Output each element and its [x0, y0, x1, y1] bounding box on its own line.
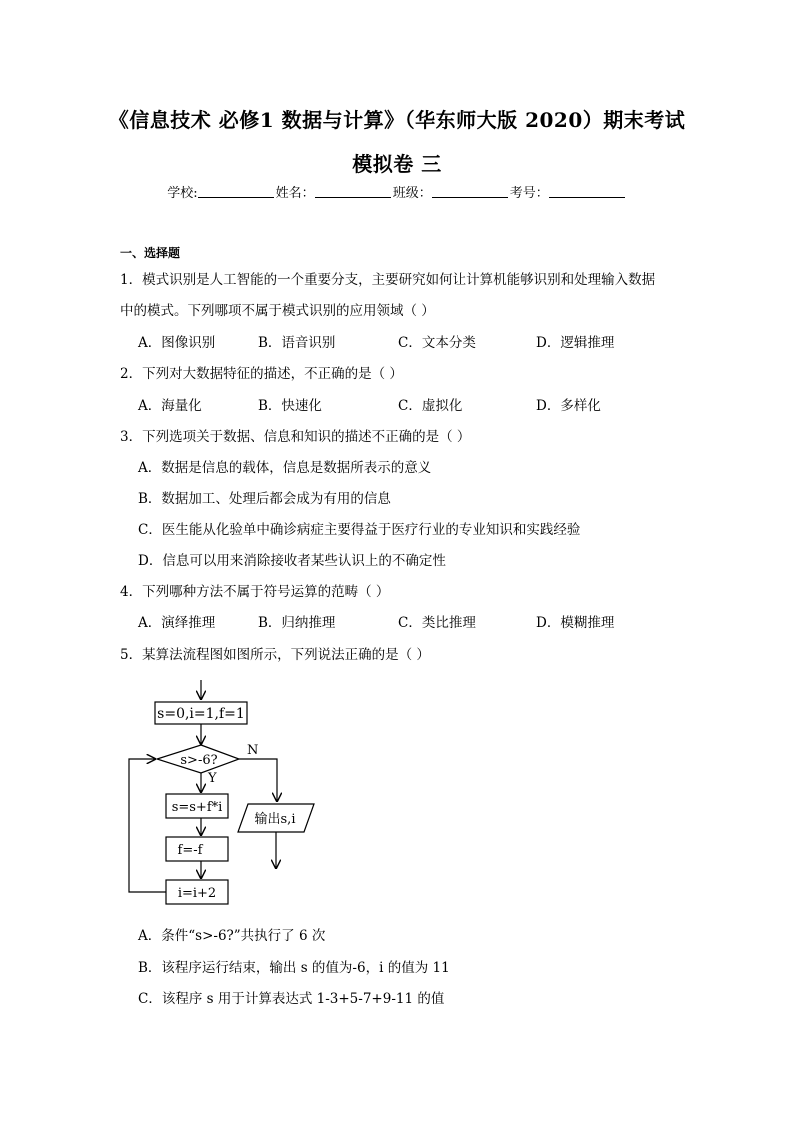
q2-stem: 2．下列对大数据特征的描述，不正确的是（ ） — [120, 366, 403, 382]
q1-option-c: C．文本分类 — [398, 335, 476, 351]
q3-option-b: B．数据加工、处理后都会成为有用的信息 — [138, 491, 391, 507]
q3-option-d: D．信息可以用来消除接收者某些认识上的不确定性 — [138, 553, 446, 569]
q4-option-d: D．模糊推理 — [536, 615, 615, 631]
q1-stem-line2: 中的模式。下列哪项不属于模式识别的应用领域（ ） — [120, 303, 435, 319]
q5-option-b: B．该程序运行结束，输出 s 的值为-6，i 的值为 11 — [138, 960, 450, 976]
q1-option-d: D．逻辑推理 — [536, 335, 615, 351]
loop-back-arrow — [129, 759, 166, 892]
q5-option-a: A．条件“s>-6?”共执行了 6 次 — [138, 928, 326, 944]
step1-text: s=s+f*i — [171, 800, 223, 815]
school-label: 学校: — [167, 186, 198, 201]
student-info-row — [0, 182, 794, 201]
section-heading: 一、选择题 — [120, 246, 181, 260]
output-text: 输出s,i — [254, 812, 296, 827]
exam-no-blank — [549, 185, 625, 198]
q5-stem: 5．某算法流程图如图所示，下列说法正确的是（ ） — [120, 647, 430, 663]
q4-option-a: A．演绎推理 — [138, 615, 216, 631]
q4-option-b: B．归纳推理 — [258, 615, 336, 631]
exam-title-line2: 模拟卷 三 — [352, 152, 442, 176]
q2-option-c: C．虚拟化 — [398, 398, 463, 414]
algorithm-flowchart — [120, 672, 360, 912]
yes-label: Y — [208, 771, 217, 786]
q3-option-a: A．数据是信息的载体，信息是数据所表示的意义 — [138, 460, 432, 476]
q2-option-b: B．快速化 — [258, 398, 322, 414]
q4-option-c: C．类比推理 — [398, 615, 476, 631]
no-label: N — [247, 743, 259, 758]
school-blank — [198, 185, 274, 198]
q5-option-c: C．该程序 s 用于计算表达式 1-3+5-7+9-11 的值 — [138, 991, 445, 1007]
q1-option-b: B．语音识别 — [258, 335, 336, 351]
step2-text: f=-f — [177, 843, 203, 858]
name-label: 姓名： — [275, 186, 315, 201]
step3-text: i=i+2 — [177, 886, 217, 901]
q4-stem: 4．下列哪种方法不属于符号运算的范畴（ ） — [120, 584, 390, 600]
q3-option-c: C．医生能从化验单中确诊病症主要得益于医疗行业的专业知识和实践经验 — [138, 522, 581, 538]
q3-stem: 3．下列选项关于数据、信息和知识的描述不正确的是（ ） — [120, 429, 471, 445]
class-blank — [432, 185, 508, 198]
init-text: s=0,i=1,f=1 — [157, 706, 245, 722]
exam-title-line1: 《信息技术 必修1 数据与计算》（华东师大版 2020）期末考试 — [108, 108, 686, 132]
name-blank — [315, 185, 391, 198]
exam-no-label: 考号： — [509, 186, 549, 201]
class-label: 班级： — [392, 186, 432, 201]
q1-stem-line1: 1．模式识别是人工智能的一个重要分支，主要研究如何让计算机能够识别和处理输入数据 — [120, 272, 656, 288]
arrow-no — [239, 759, 277, 801]
q2-option-d: D．多样化 — [536, 398, 601, 414]
q2-option-a: A．海量化 — [138, 398, 202, 414]
q1-option-a: A．图像识别 — [138, 335, 216, 351]
condition-text: s>-6? — [180, 753, 218, 768]
